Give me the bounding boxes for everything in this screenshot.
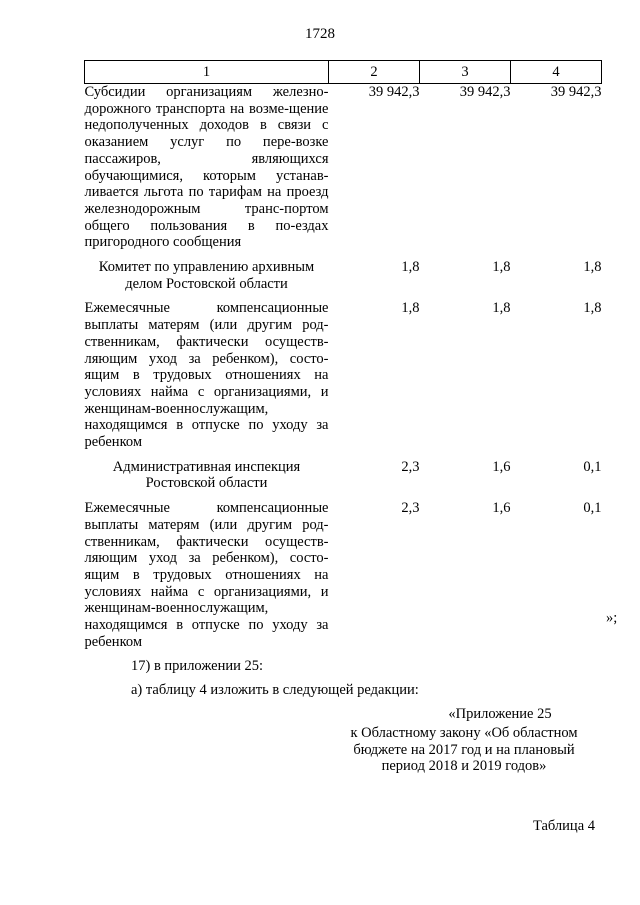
table-row	[85, 84, 602, 252]
row-value-2017: 1,8	[401, 300, 420, 317]
table-row	[85, 500, 602, 650]
row-value-2018: 1,8	[492, 259, 511, 276]
row-value-2017: 2,3	[401, 458, 420, 475]
table-header-row	[85, 61, 602, 84]
paragraph-17: 17) в приложении 25:	[131, 658, 264, 674]
row-organization: Комитет по управлению архивным делом Ростовской области	[98, 259, 315, 292]
row-value-2017: 2,3	[401, 500, 420, 517]
row-description: Ежемесячные компенсационные выплаты матерям (или другим род-ственникам, фактически осуществ-ляющим уход за ребенком), состо-ящим в трудовых отношениях на условиях найма с организациями, и женщинам-военнослужащим, находящимся в отпуске по уходу за ребенком	[84, 500, 329, 650]
row-value-2018: 1,8	[492, 300, 511, 317]
row-organization: Административная инспекция Ростовской области	[112, 458, 301, 492]
table-row	[85, 300, 602, 450]
header-col-3: 3	[420, 61, 511, 84]
table-label: Таблица 4	[532, 818, 595, 834]
closing-quote: »;	[606, 610, 618, 626]
table-row	[85, 259, 602, 292]
row-value-2017: 39 942,3	[368, 84, 420, 100]
annex-title: «Приложение 25	[448, 706, 552, 722]
row-value-2018: 39 942,3	[459, 84, 511, 100]
table-row	[85, 459, 602, 492]
page-number: 1728	[305, 26, 335, 42]
row-description: Субсидии организациям железно-дорожного транспорта на возме-щение недополученных доходов в связи с оказанием услуг по пере-возке пассажиров, являющихся обучающимися, которым устанав-ливается льгота по тарифам на проезд железнодорожным транс-портом общего пользования в по-ездах пригородного сообщения	[84, 84, 329, 251]
budget-table	[84, 60, 602, 651]
annex-subtitle: к Областному закону «Об областном бюджете на 2017 год и на плановый период 2018 и 2019 годов»	[350, 725, 578, 774]
header-col-2: 2	[329, 61, 420, 84]
row-value-2019: 0,1	[583, 500, 602, 517]
paragraph-a: а) таблицу 4 изложить в следующей редакции:	[131, 682, 419, 698]
row-value-2019: 1,8	[583, 300, 602, 317]
header-col-4: 4	[511, 61, 602, 84]
row-value-2019: 0,1	[583, 458, 602, 475]
row-value-2019: 1,8	[583, 259, 602, 276]
row-value-2019: 39 942,3	[550, 84, 602, 100]
row-value-2018: 1,6	[492, 500, 511, 517]
header-col-1: 1	[85, 61, 329, 84]
row-value-2018: 1,6	[492, 458, 511, 475]
row-value-2017: 1,8	[401, 259, 420, 276]
row-description: Ежемесячные компенсационные выплаты матерям (или другим род-ственникам, фактически осуществ-ляющим уход за ребенком), состо-ящим в трудовых отношениях на условиях найма с организациями, и женщинам-военнослужащим, находящимся в отпуске по уходу за ребенком	[84, 300, 329, 451]
